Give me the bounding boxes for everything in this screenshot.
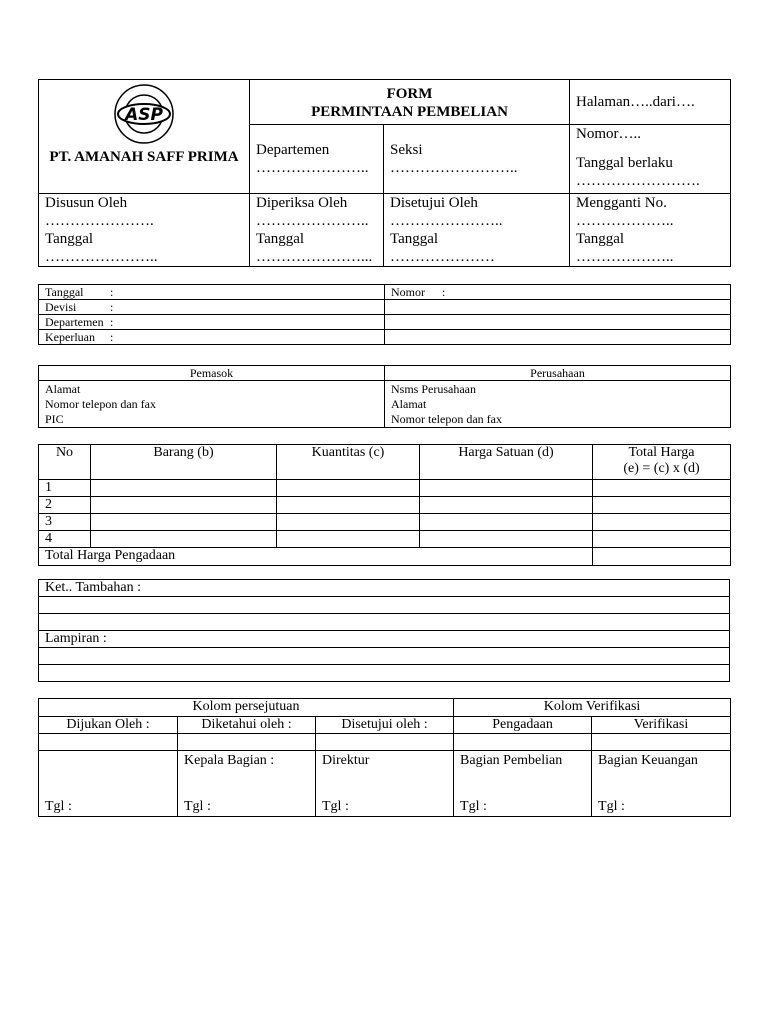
total-cell bbox=[593, 514, 731, 531]
approval-table bbox=[38, 698, 731, 817]
request-info-table bbox=[38, 284, 731, 345]
tanggal-berlaku-dots: ……………………. bbox=[576, 173, 700, 189]
barang-cell bbox=[91, 480, 277, 497]
disusun-dots: …………………. bbox=[45, 213, 154, 229]
tgl-direktur: Tgl : bbox=[322, 799, 349, 814]
mengganti-tanggal-label: Tanggal bbox=[576, 231, 625, 247]
form-title: FORM bbox=[386, 86, 433, 102]
info-empty-cell bbox=[385, 315, 731, 330]
pemasok-header: Pemasok bbox=[39, 366, 385, 381]
diperiksa-dots: ………………….. bbox=[256, 213, 369, 229]
barang-cell bbox=[91, 497, 277, 514]
info-keperluan: Keperluan : bbox=[39, 330, 385, 345]
lampiran-label: Lampiran : bbox=[39, 631, 730, 648]
disetujui-tanggal-label: Tanggal bbox=[390, 231, 439, 247]
total-pengadaan-label: Total Harga Pengadaan bbox=[39, 548, 593, 566]
col-header-no: No bbox=[39, 445, 91, 480]
table-row bbox=[39, 480, 731, 497]
bagian-keuangan-label: Bagian Keuangan bbox=[598, 753, 698, 768]
bagian-pembelian-label: Bagian Pembelian bbox=[460, 753, 563, 768]
pemasok-details bbox=[39, 381, 385, 428]
col-header-harga-satuan: Harga Satuan (d) bbox=[420, 445, 593, 480]
row-number: 4 bbox=[39, 531, 91, 548]
disetujui-label: Disetujui Oleh bbox=[390, 195, 478, 211]
approval-blank-cell bbox=[39, 734, 178, 751]
info-departemen: Departemen : bbox=[39, 315, 385, 330]
harga-cell bbox=[420, 531, 593, 548]
total-pengadaan-value bbox=[593, 548, 731, 566]
company-cell bbox=[39, 80, 250, 194]
table-row bbox=[39, 497, 731, 514]
diajukan-header: Dijukan Oleh : bbox=[39, 717, 178, 734]
barang-cell bbox=[91, 514, 277, 531]
harga-cell bbox=[420, 497, 593, 514]
seksi-label: Seksi bbox=[390, 142, 423, 158]
perusahaan-alamat: Alamat bbox=[391, 397, 427, 411]
kolom-persetujuan-header: Kolom persejutuan bbox=[39, 699, 454, 717]
mengganti-cell bbox=[570, 194, 731, 267]
disetujui-cell bbox=[384, 194, 570, 267]
departemen-cell bbox=[250, 125, 384, 194]
pengadaan-header: Pengadaan bbox=[454, 717, 592, 734]
mengganti-dots: ……………….. bbox=[576, 213, 674, 229]
info-tanggal: Tanggal : bbox=[39, 285, 385, 300]
signature-kepala-bagian bbox=[178, 751, 316, 817]
kuantitas-cell bbox=[277, 531, 420, 548]
form-title-cell bbox=[250, 80, 570, 125]
supplier-table bbox=[38, 365, 731, 428]
form-subtitle: PERMINTAAN PEMBELIAN bbox=[311, 104, 508, 120]
direktur-label: Direktur bbox=[322, 753, 370, 768]
diketahui-header: Diketahui oleh : bbox=[178, 717, 316, 734]
info-devisi: Devisi : bbox=[39, 300, 385, 315]
harga-cell bbox=[420, 514, 593, 531]
tgl-diajukan: Tgl : bbox=[45, 799, 72, 814]
kolom-verifikasi-header: Kolom Verifikasi bbox=[454, 699, 731, 717]
approval-blank-cell bbox=[178, 734, 316, 751]
info-nomor: Nomor : bbox=[385, 285, 731, 300]
perusahaan-nama: Nsms Perusahaan bbox=[391, 382, 476, 396]
total-cell bbox=[593, 531, 731, 548]
tanggal-berlaku-label: Tanggal berlaku bbox=[576, 155, 673, 171]
approval-blank-cell bbox=[316, 734, 454, 751]
pemasok-alamat: Alamat bbox=[45, 382, 81, 396]
tgl-kepala-bagian: Tgl : bbox=[184, 799, 211, 814]
disusun-tanggal-dots: ………………….. bbox=[45, 249, 158, 265]
kuantitas-cell bbox=[277, 480, 420, 497]
seksi-dots: …………………….. bbox=[390, 160, 518, 176]
company-logo bbox=[111, 83, 177, 145]
pemasok-pic: PIC bbox=[45, 412, 64, 426]
col-header-kuantitas: Kuantitas (c) bbox=[277, 445, 420, 480]
perusahaan-telepon: Nomor telepon dan fax bbox=[391, 412, 502, 426]
mengganti-tanggal-dots: ……………….. bbox=[576, 249, 674, 265]
lampiran-line bbox=[39, 665, 730, 682]
verifikasi-header: Verifikasi bbox=[592, 717, 731, 734]
notes-table bbox=[38, 579, 730, 682]
departemen-label: Departemen bbox=[256, 142, 330, 158]
diperiksa-label: Diperiksa Oleh bbox=[256, 195, 348, 211]
departemen-dots: ………………….. bbox=[256, 160, 369, 176]
row-number: 3 bbox=[39, 514, 91, 531]
diperiksa-cell bbox=[250, 194, 384, 267]
col-header-total-harga: Total Harga (e) = (c) x (d) bbox=[593, 445, 731, 480]
info-empty-cell bbox=[385, 300, 731, 315]
tgl-bagian-keuangan: Tgl : bbox=[598, 799, 625, 814]
items-table bbox=[38, 444, 731, 566]
harga-cell bbox=[420, 480, 593, 497]
disusun-tanggal-label: Tanggal bbox=[45, 231, 94, 247]
barang-cell bbox=[91, 531, 277, 548]
perusahaan-details bbox=[385, 381, 731, 428]
row-number: 1 bbox=[39, 480, 91, 497]
table-row bbox=[39, 514, 731, 531]
form-header-table bbox=[38, 79, 731, 267]
disetujui-dots: ………………….. bbox=[390, 213, 503, 229]
approval-blank-cell bbox=[592, 734, 731, 751]
kepala-bagian-label: Kepala Bagian : bbox=[184, 753, 275, 768]
info-empty-cell bbox=[385, 330, 731, 345]
signature-bagian-keuangan bbox=[592, 751, 731, 817]
halaman-text: Halaman…..dari…. bbox=[576, 94, 695, 110]
ket-tambahan-line bbox=[39, 614, 730, 631]
perusahaan-header: Perusahaan bbox=[385, 366, 731, 381]
signature-bagian-pembelian bbox=[454, 751, 592, 817]
nomor-cell bbox=[570, 125, 731, 194]
ket-tambahan-line bbox=[39, 597, 730, 614]
row-number: 2 bbox=[39, 497, 91, 514]
signature-diajukan bbox=[39, 751, 178, 817]
table-row bbox=[39, 531, 731, 548]
halaman-cell bbox=[570, 80, 731, 125]
logo-text: ASP bbox=[125, 105, 163, 125]
seksi-cell bbox=[384, 125, 570, 194]
disusun-label: Disusun Oleh bbox=[45, 195, 128, 211]
total-cell bbox=[593, 497, 731, 514]
lampiran-line bbox=[39, 648, 730, 665]
signature-direktur bbox=[316, 751, 454, 817]
disetujui-tanggal-dots: ………………… bbox=[390, 249, 495, 265]
disusun-cell bbox=[39, 194, 250, 267]
diperiksa-tanggal-label: Tanggal bbox=[256, 231, 305, 247]
diperiksa-tanggal-dots: …………………... bbox=[256, 249, 373, 265]
company-name: PT. AMANAH SAFF PRIMA bbox=[49, 149, 239, 165]
col-header-barang: Barang (b) bbox=[91, 445, 277, 480]
nomor-text: Nomor….. bbox=[576, 126, 641, 142]
tgl-bagian-pembelian: Tgl : bbox=[460, 799, 487, 814]
disetujui-header: Disetujui oleh : bbox=[316, 717, 454, 734]
ket-tambahan-label: Ket.. Tambahan : bbox=[39, 580, 730, 597]
kuantitas-cell bbox=[277, 497, 420, 514]
mengganti-label: Mengganti No. bbox=[576, 195, 667, 211]
kuantitas-cell bbox=[277, 514, 420, 531]
total-cell bbox=[593, 480, 731, 497]
pemasok-telepon: Nomor telepon dan fax bbox=[45, 397, 156, 411]
approval-blank-cell bbox=[454, 734, 592, 751]
